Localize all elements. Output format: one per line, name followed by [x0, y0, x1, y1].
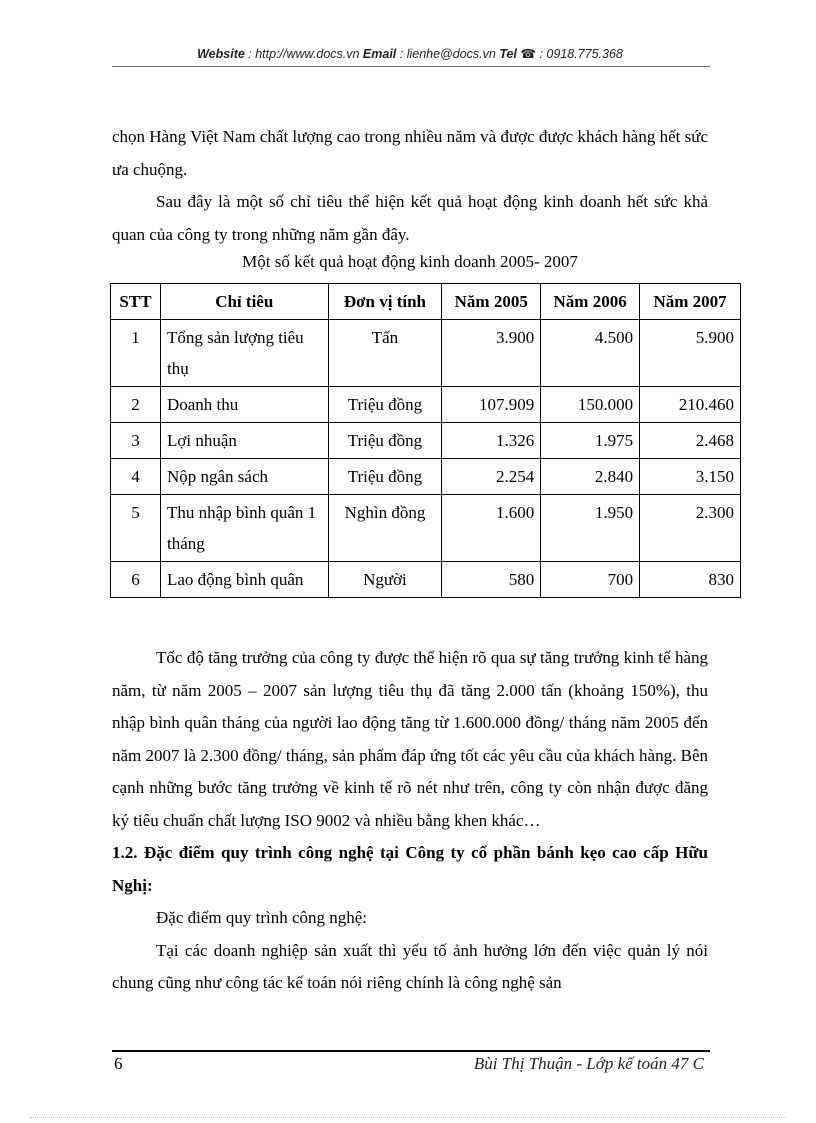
table-row — [111, 387, 741, 423]
col-header-2007: Năm 2007 — [640, 284, 741, 320]
cell-2005: 2.254 — [442, 459, 541, 495]
email-value: : lienhe@docs.vn — [396, 47, 500, 61]
col-header-unit: Đơn vị tính — [328, 284, 442, 320]
page-edge-divider — [30, 1117, 786, 1118]
cell-2005: 1.600 — [442, 495, 541, 562]
cell-2005: 580 — [442, 562, 541, 598]
cell-indicator: Nộp ngân sách — [160, 459, 328, 495]
footer-divider — [112, 1050, 710, 1052]
email-label: Email — [362, 47, 397, 61]
cell-unit: Triệu đồng — [328, 423, 442, 459]
col-header-indicator: Chỉ tiêu — [160, 284, 328, 320]
table-row — [111, 562, 741, 598]
cell-stt: 3 — [111, 423, 161, 459]
cell-indicator: Thu nhập bình quân 1 tháng — [160, 495, 328, 562]
cell-stt: 2 — [111, 387, 161, 423]
cell-2007: 830 — [640, 562, 741, 598]
page-number: 6 — [114, 1054, 123, 1073]
intro-text — [112, 121, 708, 251]
cell-indicator: Doanh thu — [160, 387, 328, 423]
cell-2005: 107.909 — [442, 387, 541, 423]
table-row — [111, 459, 741, 495]
cell-stt: 6 — [111, 562, 161, 598]
analysis-text — [112, 642, 708, 1000]
table-row — [111, 320, 741, 387]
cell-2007: 5.900 — [640, 320, 741, 387]
section-heading: 1.2. Đặc điểm quy trình công nghệ tại Công ty cổ phần bánh kẹo cao cấp Hữu Nghị: — [112, 843, 708, 895]
cell-unit: Nghìn đồng — [328, 495, 442, 562]
website-value: : http://www.docs.vn — [244, 47, 363, 61]
cell-2007: 210.460 — [640, 387, 741, 423]
table-row — [111, 423, 741, 459]
cell-2007: 2.468 — [640, 423, 741, 459]
paragraph-3: Tốc độ tăng trưởng của công ty được thể hiện rõ qua sự tăng trưởng kinh tế hàng năm, từ năm 2005 – 2007 sản lượng tiêu thụ đã tăng 2.000 tấn (khoảng 150%), thu nhập bình quân tháng của người lao động tăng từ 1.600.000 đồng/ tháng năm 2005 đến năm 2007 là 2.300 đồng/ tháng, sản phẩm đáp ứng tốt các yêu cầu của khách hàng. Bên cạnh những bước tăng trưởng về kinh tế rõ nét như trên, công ty còn nhận được đăng ký tiêu chuẩn chất lượng ISO 9002 và nhiều bằng khen khác… — [112, 648, 708, 830]
tel-value: : 0918.775.368 — [535, 47, 623, 61]
cell-unit: Triệu đồng — [328, 387, 442, 423]
cell-stt: 4 — [111, 459, 161, 495]
paragraph-4: Đặc điểm quy trình công nghệ: — [156, 908, 368, 927]
cell-2005: 1.326 — [442, 423, 541, 459]
results-table — [110, 283, 741, 598]
cell-2006: 4.500 — [541, 320, 640, 387]
tel-label: Tel — [499, 47, 517, 61]
cell-2006: 1.950 — [541, 495, 640, 562]
cell-stt: 1 — [111, 320, 161, 387]
footer-author: Bùi Thị Thuận - Lớp kế toán 47 C — [473, 1054, 704, 1073]
table-caption: Một số kết quả hoạt động kinh doanh 2005- 2007 — [242, 252, 578, 271]
cell-unit: Triệu đồng — [328, 459, 442, 495]
cell-stt: 5 — [111, 495, 161, 562]
table-row — [111, 495, 741, 562]
table-header-row — [111, 284, 741, 320]
col-header-2006: Năm 2006 — [541, 284, 640, 320]
cell-2006: 700 — [541, 562, 640, 598]
page-header — [110, 46, 710, 61]
website-label: Website — [197, 47, 245, 61]
cell-2006: 1.975 — [541, 423, 640, 459]
cell-unit: Tấn — [328, 320, 442, 387]
col-header-stt: STT — [111, 284, 161, 320]
paragraph-1: chọn Hàng Việt Nam chất lượng cao trong nhiều năm và được được khách hàng hết sức ưa chuộng. — [112, 127, 708, 179]
paragraph-5: Tại các doanh nghiệp sản xuất thì yếu tố ảnh hưởng lớn đến việc quản lý nói chung cũng như công tác kế toán nói riêng chính là công nghệ sản — [112, 940, 708, 992]
cell-2006: 150.000 — [541, 387, 640, 423]
cell-2007: 2.300 — [640, 495, 741, 562]
cell-2007: 3.150 — [640, 459, 741, 495]
cell-2005: 3.900 — [442, 320, 541, 387]
col-header-2005: Năm 2005 — [442, 284, 541, 320]
header-divider — [112, 66, 710, 67]
cell-indicator: Tổng sản lượng tiêu thụ — [160, 320, 328, 387]
cell-2006: 2.840 — [541, 459, 640, 495]
cell-unit: Người — [328, 562, 442, 598]
cell-indicator: Lợi nhuận — [160, 423, 328, 459]
cell-indicator: Lao động bình quân — [160, 562, 328, 598]
paragraph-2: Sau đây là một số chỉ tiêu thể hiện kết quả hoạt động kinh doanh hết sức khả quan của công ty trong những năm gần đây. — [112, 192, 708, 244]
phone-icon: ☎ — [520, 47, 536, 61]
